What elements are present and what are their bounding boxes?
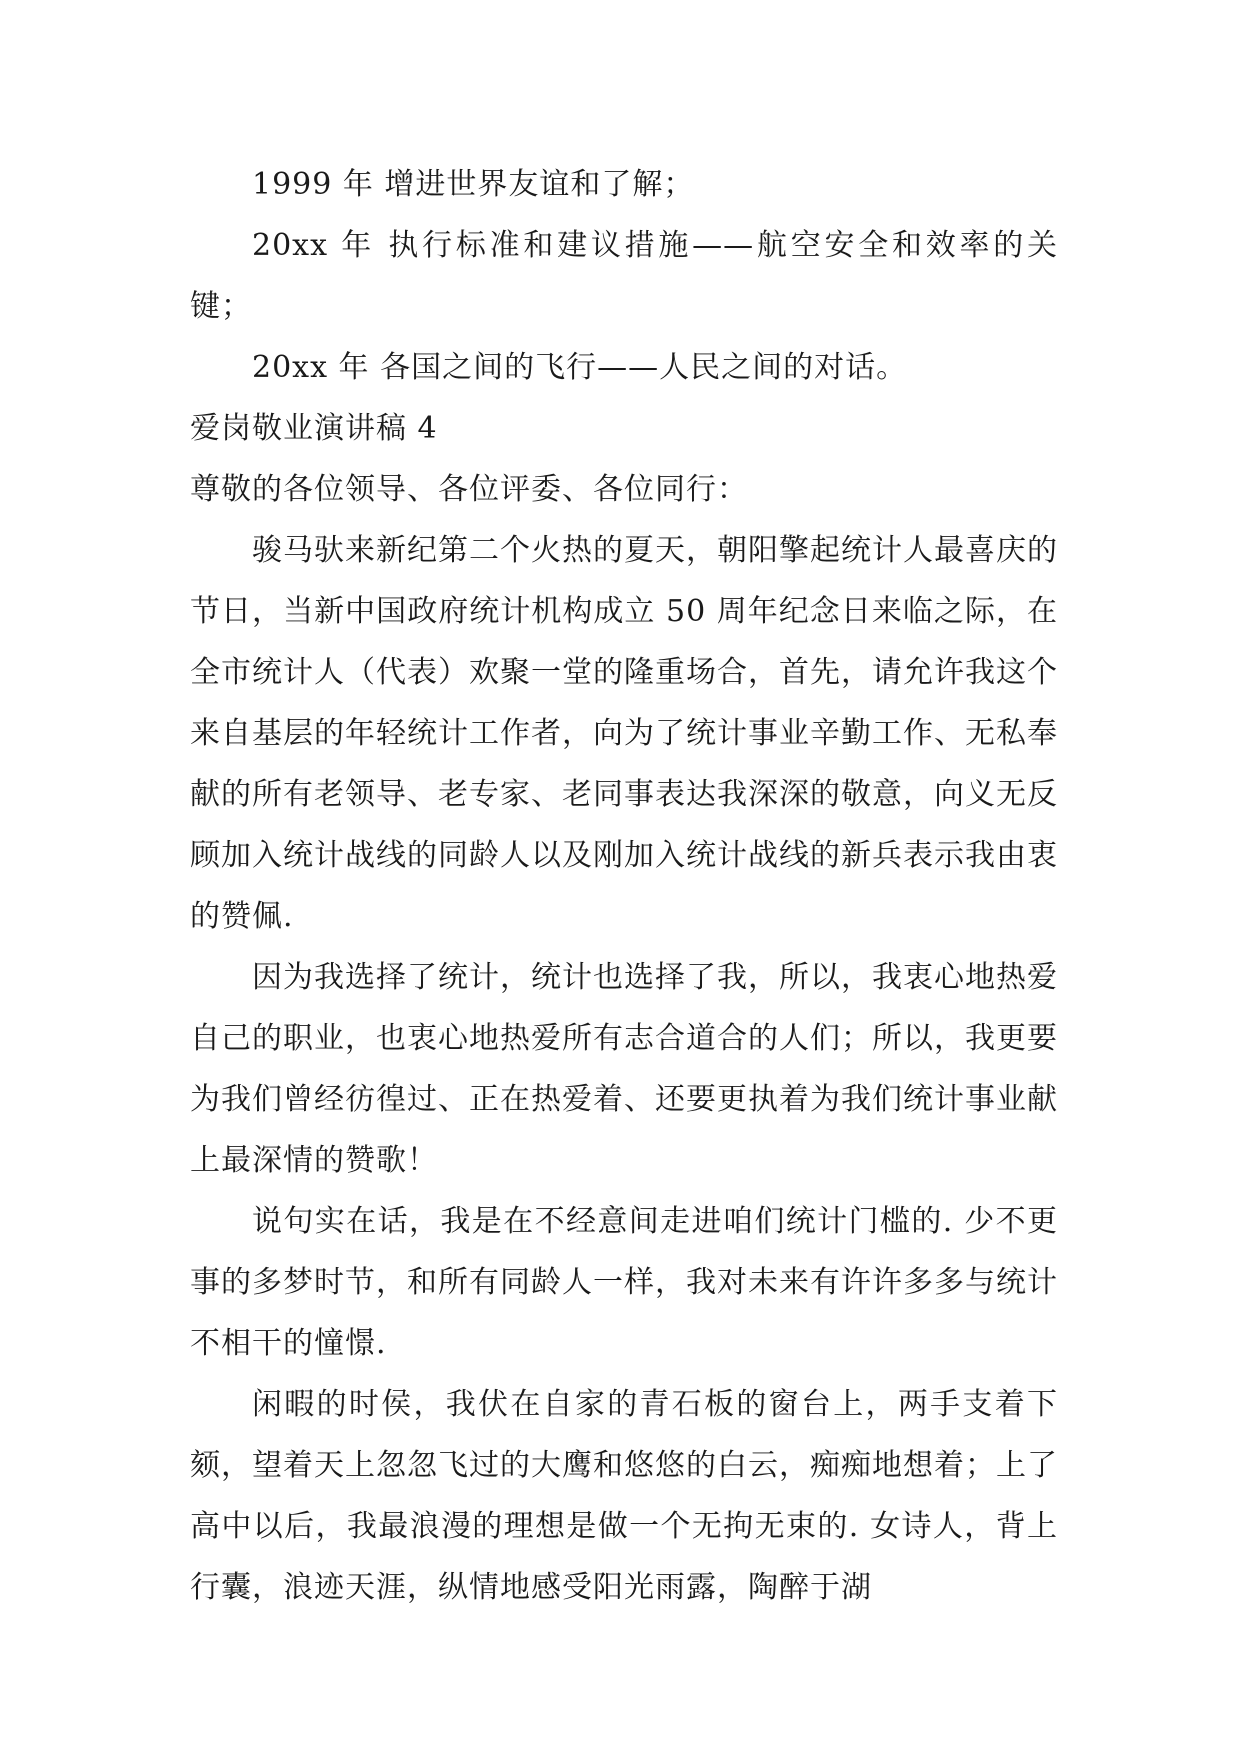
paragraph-1999-theme: 1999 年 增进世界友谊和了解； bbox=[252, 167, 695, 202]
body-paragraph-honest-words: 说句实在话，我是在不经意间走进咱们统计门槛的. 少不更事的多梦时节，和所有同龄人一样，我对未来有许许多多与统计不相干的憧憬. bbox=[190, 1204, 1058, 1361]
body-paragraph-leisure: 闲暇的时侯，我伏在自家的青石板的窗台上，两手支着下颏，望着天上忽忽飞过的大鹰和悠悠的白云，痴痴地想着；上了高中以后，我最浪漫的理想是做一个无拘无束的. 女诗人，背上行囊，浪迹天涯，纵情地感受阳光雨露，陶醉于湖 bbox=[190, 1387, 1058, 1605]
section-heading: 爱岗敬业演讲稿 4 bbox=[190, 411, 438, 446]
salutation: 尊敬的各位领导、各位评委、各位同行： bbox=[190, 472, 748, 507]
paragraph-20xx-theme-dialogue: 20xx 年 各国之间的飞行——人民之间的对话。 bbox=[252, 350, 908, 385]
document-body bbox=[190, 154, 1058, 1618]
body-paragraph-opening: 骏马驮来新纪第二个火热的夏天，朝阳擎起统计人最喜庆的节日，当新中国政府统计机构成立 50 周年纪念日来临之际，在全市统计人（代表）欢聚一堂的隆重场合，首先，请允许我这个来自基层的年轻统计工作者，向为了统计事业辛勤工作、无私奉献的所有老领导、老专家、老同事表达我深深的敬意，向义无反顾加入统计战线的同龄人以及刚加入统计战线的新兵表示我由衷的赞佩. bbox=[190, 533, 1058, 934]
body-paragraph-choice: 因为我选择了统计，统计也选择了我，所以，我衷心地热爱自己的职业，也衷心地热爱所有志合道合的人们；所以，我更要为我们曾经彷徨过、正在热爱着、还要更执着为我们统计事业献上最深情的赞歌！ bbox=[190, 960, 1058, 1178]
paragraph-20xx-theme-standards: 20xx 年 执行标准和建议措施——航空安全和效率的关键； bbox=[190, 228, 1058, 324]
